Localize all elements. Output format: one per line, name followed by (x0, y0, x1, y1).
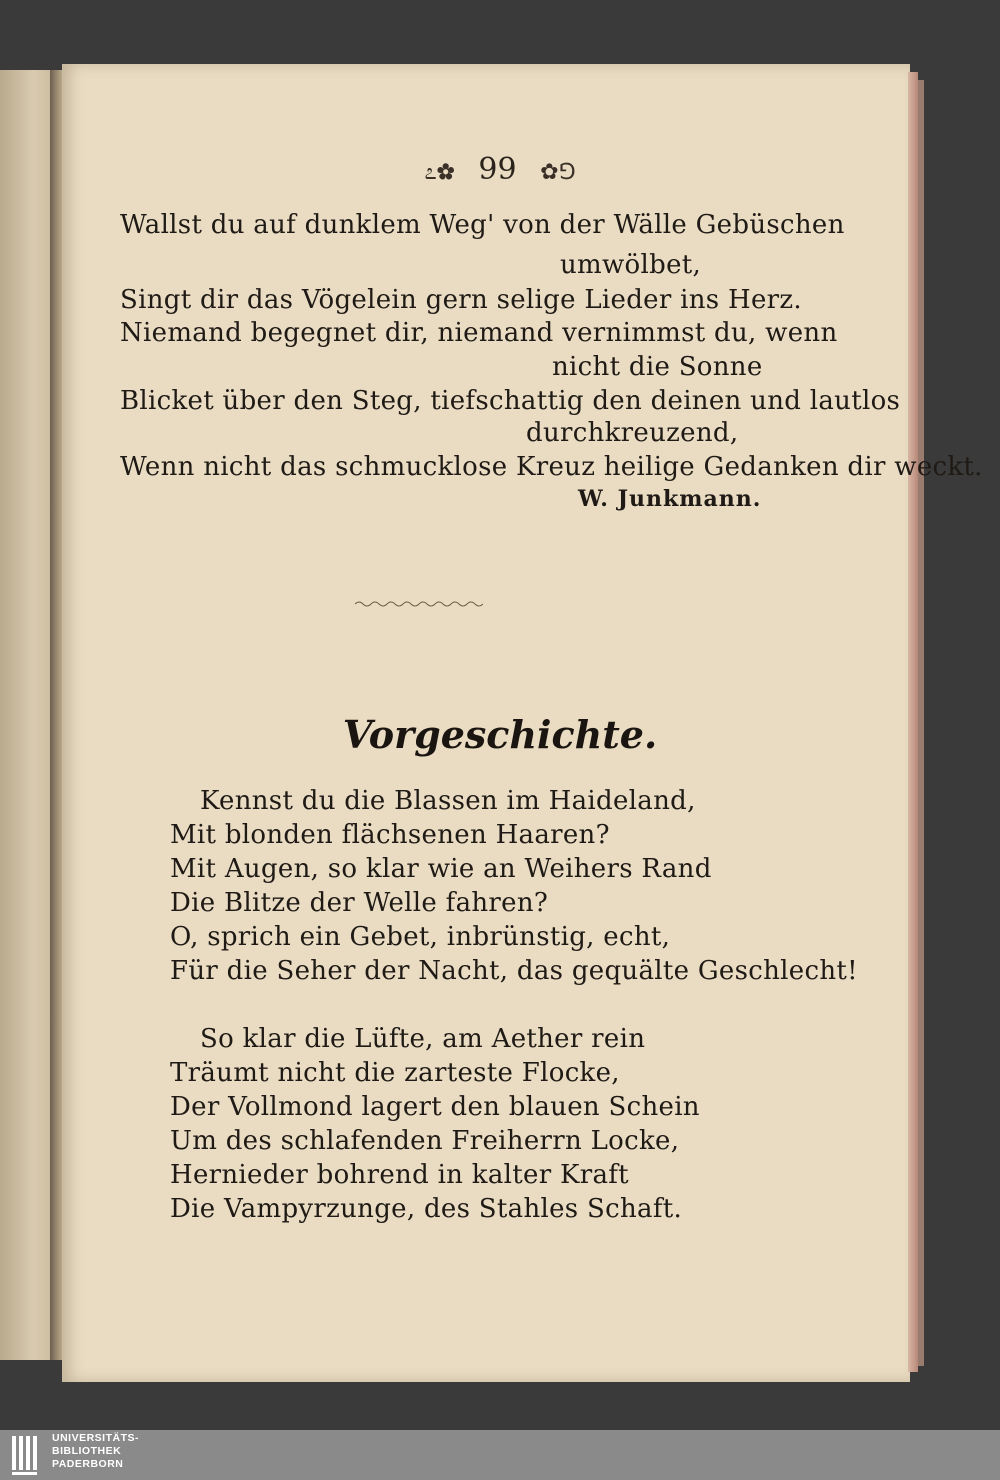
poem2-title: Vorgeschichte. (342, 712, 658, 757)
poem1-line: Wenn nicht das schmucklose Kreuz heilige Gedanken dir weckt. (120, 452, 983, 482)
poem1-line: durchkreuzend, (526, 418, 739, 448)
poem1-line: Niemand begegnet dir, niemand vernimmst du, wenn (120, 318, 838, 348)
poem1-line: Singt dir das Vögelein gern selige Lieder ins Herz. (120, 285, 802, 315)
poem2-line: Die Vampyrzunge, des Stahles Schaft. (170, 1194, 683, 1224)
library-logo-text (52, 1432, 139, 1471)
poem1-line: nicht die Sonne (552, 352, 763, 382)
poem2-line: O, sprich ein Gebet, inbrünstig, echt, (170, 922, 671, 952)
poem2-line: Kennst du die Blassen im Haideland, (200, 786, 696, 816)
poem2-line: Für die Seher der Nacht, das gequälte Geschlecht! (170, 956, 858, 986)
page-number-value: 99 (478, 152, 517, 187)
poem2-line: So klar die Lüfte, am Aether rein (200, 1024, 646, 1054)
footer-bar (0, 1430, 1000, 1480)
ornament-right-icon: ✿⅁ (540, 160, 576, 185)
logo-line: PADERBORN (52, 1458, 124, 1470)
poem2-line: Der Vollmond lagert den blauen Schein (170, 1092, 700, 1122)
page-number (0, 152, 1000, 187)
logo-line: UNIVERSITÄTS- (52, 1432, 140, 1444)
ornament-left-icon: ೭✿ (424, 160, 455, 185)
poem1-line: Wallst du auf dunklem Weg' von der Wälle Gebüschen (120, 210, 845, 240)
library-logo-icon (8, 1432, 48, 1478)
poem1-line: Blicket über den Steg, tiefschattig den deinen und lautlos (120, 386, 901, 416)
poem2-line: Träumt nicht die zarteste Flocke, (170, 1058, 620, 1088)
poem2-line: Mit blonden flächsenen Haaren? (170, 820, 610, 850)
section-divider (355, 600, 483, 608)
poem2-line: Mit Augen, so klar wie an Weihers Rand (170, 854, 712, 884)
poem1-author: W. Junkmann. (578, 486, 762, 512)
poem2-line: Hernieder bohrend in kalter Kraft (170, 1160, 629, 1190)
poem2-line: Die Blitze der Welle fahren? (170, 888, 549, 918)
logo-line: BIBLIOTHEK (52, 1445, 122, 1457)
poem1-line: umwölbet, (560, 250, 702, 280)
poem2-line: Um des schlafenden Freiherrn Locke, (170, 1126, 680, 1156)
